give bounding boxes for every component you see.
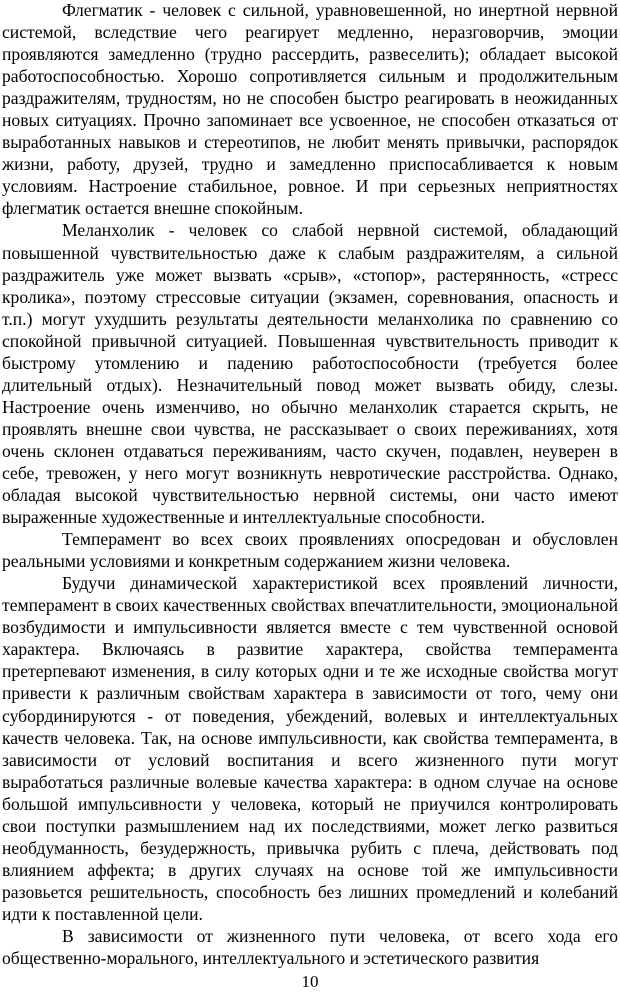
paragraph-life-path: В зависимости от жизненного пути человека, от всего хода его общественно-морального, интеллектуального и эстетического развития [2, 925, 618, 969]
paragraph-temperament-conditions: Темперамент во всех своих проявлениях опосредован и обусловлен реальными условиями и конкретным содержанием жизни человека. [2, 529, 618, 572]
paragraph-phlegmatic: Флегматик - человек с сильной, уравновешенной, но инертной нервной системой, вследствие чего реагирует медленно, неразговорчив, эмоции проявляются замедленно (трудно рассердить, развеселить); обладает высокой работоспособностью. Хорошо сопротивляется сильным и продолжительным раздражителям, трудностям, но не способен быстро реагировать в неожиданных новых ситуациях. Прочно запоминает все усвоенное, не способен отказаться от выработанных навыков и стереотипов, не любит менять привычки, распорядок жизни, работу, друзей, трудно и замедленно приспосабливается к новым условиям. Настроение стабильное, ровное. И при серьезных неприятностях флегматик остается внешне спокойным. [2, 0, 618, 219]
paragraph-melancholic: Меланхолик - человек со слабой нервной системой, обладающий повышенной чувствительностью даже к слабым раздражителям, а сильной раздражитель уже может вызвать «срыв», «стопор», растерянность, «стресс кролика», поэтому стрессовые ситуации (экзамен, соревнования, опасность и т.п.) могут ухудшить результаты деятельности меланхолика по сравнению со спокойной привычной ситуацией. Повышенная чувствительность приводит к быстрому утомлению и падению работоспособности (требуется более длительный отдых). Незначительный повод может вызвать обиду, слезы. Настроение очень изменчиво, но обычно меланхолик старается скрыть, не проявлять внешне свои чувства, не рассказывает о своих переживаниях, хотя очень склонен отдаваться переживаниям, часто скучен, подавлен, неуверен в себе, тревожен, у него могут возникнуть невротические расстройства. Однако, обладая высокой чувствительностью нервной системы, они часто имеют выраженные художественные и интеллектуальные способности. [2, 220, 618, 528]
paragraph-temperament-character: Будучи динамической характеристикой всех проявлений личности, темперамент в своих качественных свойствах впечатлительности, эмоциональной возбудимости и импульсивности является вместе с тем чувственной основой характера. Включаясь в развитие характера, свойства темперамента претерпевают изменения, в силу которых одни и те же исходные свойства могут привести к различным свойствам характера в зависимости от того, чему они субординируются - от поведения, убеждений, волевых и интеллектуальных качеств человека. Так, на основе импульсивности, как свойства темперамента, в зависимости от условий воспитания и всего жизненного пути могут выработаться различные волевые качества характера: в одном случае на основе большой импульсивности у человека, который не приучился контролировать свои поступки размышлением над их последствиями, может легко развиться необдуманность, безудержность, привычка рубить с плеча, действовать под влиянием аффекта; в других случаях на основе той же импульсивности разовьется решительность, способность без лишних промедлений и колебаний идти к поставленной цели. [2, 573, 618, 924]
page-number: 10 [301, 972, 319, 991]
page-body [2, 0, 618, 969]
